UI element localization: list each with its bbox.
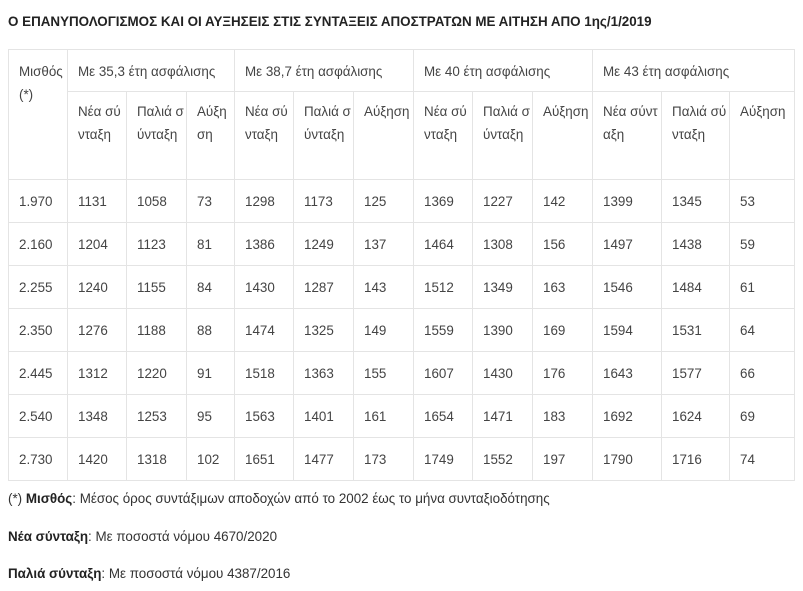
table-cell: 1287 <box>294 266 354 309</box>
salary-cell: 2.445 <box>9 352 68 395</box>
note-text: : Μέσος όρος συντάξιμων αποδοχών από το 2002 έως το μήνα συνταξιοδότησης <box>72 491 550 506</box>
table-row <box>9 266 795 309</box>
table-cell: 1227 <box>473 180 533 223</box>
table-row <box>9 352 795 395</box>
sub-header-increase: Αύξηση <box>730 92 795 180</box>
group-header: Με 43 έτη ασφάλισης <box>593 50 795 92</box>
table-cell: 142 <box>533 180 593 223</box>
sub-header-new: Νέα σύνταξη <box>593 92 662 180</box>
note-label: Παλιά σύνταξη <box>8 566 102 581</box>
table-cell: 1577 <box>662 352 730 395</box>
group-header: Με 38,7 έτη ασφάλισης <box>235 50 414 92</box>
table-row <box>9 180 795 223</box>
sub-header-old: Παλιά σύνταξη <box>662 92 730 180</box>
table-cell: 1430 <box>473 352 533 395</box>
table-cell: 1594 <box>593 309 662 352</box>
table-cell: 1563 <box>235 395 294 438</box>
table-cell: 1173 <box>294 180 354 223</box>
table-cell: 1477 <box>294 438 354 481</box>
table-cell: 1531 <box>662 309 730 352</box>
table-cell: 1790 <box>593 438 662 481</box>
table-cell: 1474 <box>235 309 294 352</box>
salary-cell: 1.970 <box>9 180 68 223</box>
note-old-pension <box>8 566 290 581</box>
table-cell: 1249 <box>294 223 354 266</box>
table-cell: 81 <box>187 223 235 266</box>
table-cell: 1552 <box>473 438 533 481</box>
table-cell: 1204 <box>68 223 127 266</box>
note-label: Μισθός <box>25 491 73 506</box>
table-cell: 1155 <box>127 266 187 309</box>
table-cell: 102 <box>187 438 235 481</box>
salary-header: Μισθός (*) <box>9 50 68 180</box>
sub-header-new: Νέα σύνταξη <box>414 92 473 180</box>
note-salary <box>8 491 550 506</box>
sub-header-old: Παλιά σύνταξη <box>127 92 187 180</box>
table-cell: 1253 <box>127 395 187 438</box>
table-cell: 161 <box>354 395 414 438</box>
table-body <box>9 180 795 481</box>
table-cell: 1643 <box>593 352 662 395</box>
table-cell: 1518 <box>235 352 294 395</box>
table-cell: 1308 <box>473 223 533 266</box>
table-cell: 1624 <box>662 395 730 438</box>
sub-header-new: Νέα σύνταξη <box>235 92 294 180</box>
sub-header-increase: Αύξηση <box>187 92 235 180</box>
table-cell: 1058 <box>127 180 187 223</box>
note-prefix: (*) <box>8 491 26 506</box>
table-cell: 1390 <box>473 309 533 352</box>
table-cell: 1401 <box>294 395 354 438</box>
table-cell: 1716 <box>662 438 730 481</box>
table-cell: 73 <box>187 180 235 223</box>
table-cell: 1559 <box>414 309 473 352</box>
table-cell: 1438 <box>662 223 730 266</box>
table-cell: 155 <box>354 352 414 395</box>
salary-cell: 2.160 <box>9 223 68 266</box>
table-cell: 88 <box>187 309 235 352</box>
table-row <box>9 395 795 438</box>
table-cell: 1420 <box>68 438 127 481</box>
table-cell: 74 <box>730 438 795 481</box>
table-cell: 169 <box>533 309 593 352</box>
sub-header-increase: Αύξηση <box>533 92 593 180</box>
table-cell: 1497 <box>593 223 662 266</box>
table-cell: 95 <box>187 395 235 438</box>
sub-header-new: Νέα σύνταξη <box>68 92 127 180</box>
table-cell: 1654 <box>414 395 473 438</box>
table-cell: 91 <box>187 352 235 395</box>
table-cell: 1348 <box>68 395 127 438</box>
table-cell: 1240 <box>68 266 127 309</box>
sub-header-old: Παλιά σύνταξη <box>473 92 533 180</box>
table-cell: 125 <box>354 180 414 223</box>
table-cell: 1312 <box>68 352 127 395</box>
table-cell: 1131 <box>68 180 127 223</box>
table-cell: 143 <box>354 266 414 309</box>
table-row <box>9 223 795 266</box>
table-row <box>9 309 795 352</box>
group-header: Με 35,3 έτη ασφάλισης <box>68 50 235 92</box>
table-cell: 61 <box>730 266 795 309</box>
table-cell: 59 <box>730 223 795 266</box>
note-label: Νέα σύνταξη <box>8 529 89 544</box>
table-cell: 1651 <box>235 438 294 481</box>
table-cell: 53 <box>730 180 795 223</box>
table-cell: 176 <box>533 352 593 395</box>
note-new-pension <box>8 529 277 544</box>
table-cell: 64 <box>730 309 795 352</box>
table-cell: 1399 <box>593 180 662 223</box>
table-cell: 149 <box>354 309 414 352</box>
salary-cell: 2.730 <box>9 438 68 481</box>
table-cell: 1607 <box>414 352 473 395</box>
table-cell: 156 <box>533 223 593 266</box>
table-cell: 1123 <box>127 223 187 266</box>
table-cell: 1546 <box>593 266 662 309</box>
table-cell: 1318 <box>127 438 187 481</box>
table-cell: 1692 <box>593 395 662 438</box>
table-cell: 1349 <box>473 266 533 309</box>
sub-header-old: Παλιά σύνταξη <box>294 92 354 180</box>
sub-header-increase: Αύξηση <box>354 92 414 180</box>
table-cell: 1363 <box>294 352 354 395</box>
table-cell: 173 <box>354 438 414 481</box>
pension-table <box>8 49 795 481</box>
table-cell: 1386 <box>235 223 294 266</box>
table-cell: 84 <box>187 266 235 309</box>
table-cell: 69 <box>730 395 795 438</box>
table-cell: 1188 <box>127 309 187 352</box>
note-text: : Με ποσοστά νόμου 4387/2016 <box>101 566 291 581</box>
salary-cell: 2.540 <box>9 395 68 438</box>
table-cell: 197 <box>533 438 593 481</box>
group-header: Με 40 έτη ασφάλισης <box>414 50 593 92</box>
salary-cell: 2.255 <box>9 266 68 309</box>
table-row <box>9 438 795 481</box>
page-title: Ο ΕΠΑΝΥΠΟΛΟΓΙΣΜΟΣ ΚΑΙ ΟΙ ΑΥΞΗΣΕΙΣ ΣΤΙΣ ΣΥΝΤΑΞΕΙΣ ΑΠΟΣΤΡΑΤΩΝ ΜΕ ΑΙΤΗΣΗ ΑΠΟ 1ης/1/2019 <box>8 14 652 29</box>
table-cell: 137 <box>354 223 414 266</box>
table-cell: 163 <box>533 266 593 309</box>
table-cell: 1325 <box>294 309 354 352</box>
table-cell: 1484 <box>662 266 730 309</box>
table-cell: 1430 <box>235 266 294 309</box>
note-text: : Με ποσοστά νόμου 4670/2020 <box>88 529 278 544</box>
table-cell: 1464 <box>414 223 473 266</box>
table-cell: 1345 <box>662 180 730 223</box>
table-cell: 1220 <box>127 352 187 395</box>
table-cell: 1276 <box>68 309 127 352</box>
table-cell: 1749 <box>414 438 473 481</box>
salary-cell: 2.350 <box>9 309 68 352</box>
table-cell: 1512 <box>414 266 473 309</box>
table-cell: 1471 <box>473 395 533 438</box>
table-cell: 66 <box>730 352 795 395</box>
table-cell: 1298 <box>235 180 294 223</box>
table-cell: 1369 <box>414 180 473 223</box>
table-cell: 183 <box>533 395 593 438</box>
